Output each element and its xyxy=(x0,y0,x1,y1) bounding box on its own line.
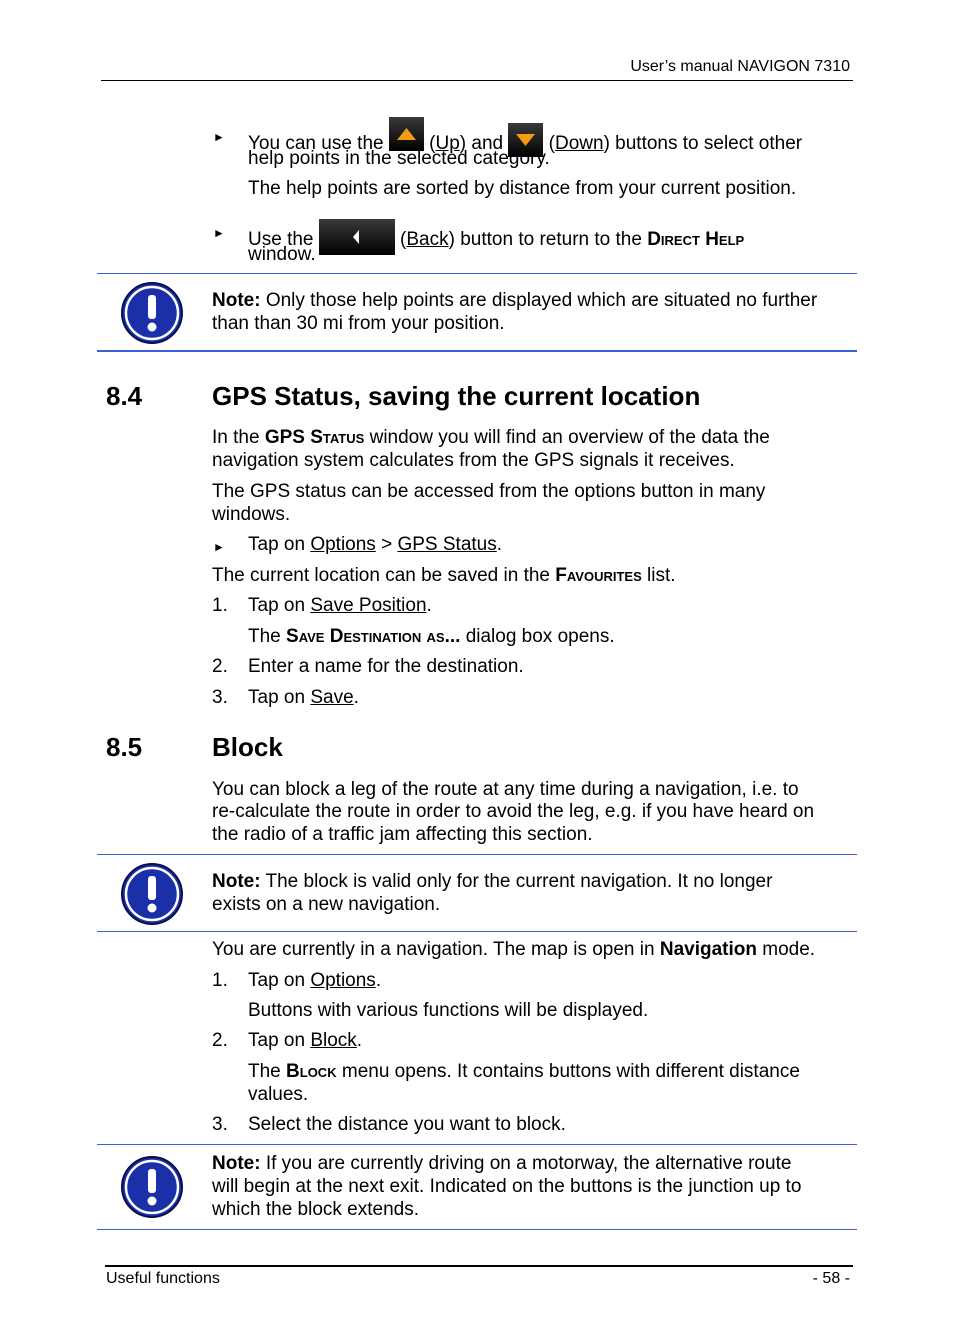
step-number: 1. xyxy=(212,970,228,991)
page-header-title: User’s manual NAVIGON 7310 xyxy=(630,58,850,75)
paragraph-line: windows. xyxy=(212,504,291,525)
note-text-line3: which the block extends. xyxy=(212,1199,420,1220)
down-link[interactable]: Down xyxy=(554,133,604,154)
note-rule-top xyxy=(97,273,857,274)
step-subtext: The Block menu opens. It contains buttons with different distance xyxy=(248,1061,800,1082)
block-link[interactable]: Block xyxy=(310,1030,357,1051)
up-arrow-button-icon xyxy=(389,117,424,151)
exclamation-circle-icon xyxy=(120,862,184,926)
note-rule-top xyxy=(97,1144,857,1145)
bullet-icon: ► xyxy=(213,540,225,554)
step-subtext-line2: values. xyxy=(248,1084,309,1105)
step-number: 3. xyxy=(212,1114,228,1135)
options-link[interactable]: Options xyxy=(310,534,376,555)
step-text: Tap on Options. xyxy=(248,970,382,991)
step-number: 1. xyxy=(212,595,228,616)
exclamation-circle-icon xyxy=(120,281,184,345)
save-link[interactable]: Save xyxy=(310,687,354,708)
list-item-back: Use the (Back) button to return to the Direct Help xyxy=(248,219,744,255)
save-position-link[interactable]: Save Position xyxy=(310,595,427,616)
up-link[interactable]: Up xyxy=(435,133,460,154)
paragraph-line: navigation system calculates from the GPS signals it receives. xyxy=(212,450,735,471)
note-rule-bottom xyxy=(97,350,857,352)
exclamation-circle-icon xyxy=(120,1155,184,1219)
paragraph: The current location can be saved in the Favourites list. xyxy=(212,565,676,586)
step-text: Select the distance you want to block. xyxy=(248,1114,566,1135)
back-arrow-button-icon xyxy=(319,219,395,255)
step-subtext: The Save Destination as... dialog box opens. xyxy=(248,626,615,647)
help-points-sorted-text: The help points are sorted by distance from your current position. xyxy=(248,178,797,199)
paragraph: You can block a leg of the route at any time during a navigation, i.e. to xyxy=(212,779,799,800)
note-text: Note: If you are currently driving on a motorway, the alternative route xyxy=(212,1153,792,1174)
list-item-back-line2: window. xyxy=(248,244,316,265)
note-text: Note: Only those help points are displayed which are situated no further xyxy=(212,290,818,311)
footer-rule xyxy=(105,1265,853,1267)
section-title: Block xyxy=(212,732,283,762)
note-rule-bottom xyxy=(97,1229,857,1230)
step-text: Tap on Save. xyxy=(248,687,359,708)
paragraph: In the GPS Status window you will find an overview of the data the xyxy=(212,427,770,448)
footer-page-number: - 58 - xyxy=(812,1270,850,1287)
step-text: Enter a name for the destination. xyxy=(248,656,524,677)
list-item-gps-status: Tap on Options > GPS Status. xyxy=(248,534,503,555)
paragraph: You are currently in a navigation. The map is open in Navigation mode. xyxy=(212,939,816,960)
gps-status-link[interactable]: GPS Status xyxy=(397,534,497,555)
note-rule-top xyxy=(97,854,857,855)
note-text: Note: The block is valid only for the current navigation. It no longer xyxy=(212,871,773,892)
paragraph: The GPS status can be accessed from the options button in many xyxy=(212,481,766,502)
note-text-line2: than than 30 mi from your position. xyxy=(212,313,505,334)
step-subtext: Buttons with various functions will be displayed. xyxy=(248,1000,649,1021)
back-link[interactable]: Back xyxy=(406,229,449,250)
footer-section-name: Useful functions xyxy=(106,1270,220,1287)
note-text-line2: will begin at the next exit. Indicated on the buttons is the junction up to xyxy=(212,1176,802,1197)
step-number: 2. xyxy=(212,656,228,677)
paragraph-line: the radio of a traffic jam affecting this section. xyxy=(212,824,593,845)
note-text-line2: exists on a new navigation. xyxy=(212,894,441,915)
bullet-icon: ► xyxy=(213,226,225,240)
section-number: 8.5 xyxy=(106,732,143,762)
step-text: Tap on Save Position. xyxy=(248,595,432,616)
step-text: Tap on Block. xyxy=(248,1030,363,1051)
bullet-icon: ► xyxy=(213,130,225,144)
step-number: 3. xyxy=(212,687,228,708)
list-item-up-down-line2: help points in the selected category. xyxy=(248,148,550,169)
paragraph-line: re-calculate the route in order to avoid the leg, e.g. if you have heard on xyxy=(212,801,815,822)
section-title: GPS Status, saving the current location xyxy=(212,381,701,411)
options-link[interactable]: Options xyxy=(310,970,376,991)
section-number: 8.4 xyxy=(106,381,143,411)
note-rule-bottom xyxy=(97,931,857,932)
step-number: 2. xyxy=(212,1030,228,1051)
list-item-up-down: You can use the (Up) and (Down) buttons to select other xyxy=(248,123,802,157)
header-rule xyxy=(101,80,853,81)
